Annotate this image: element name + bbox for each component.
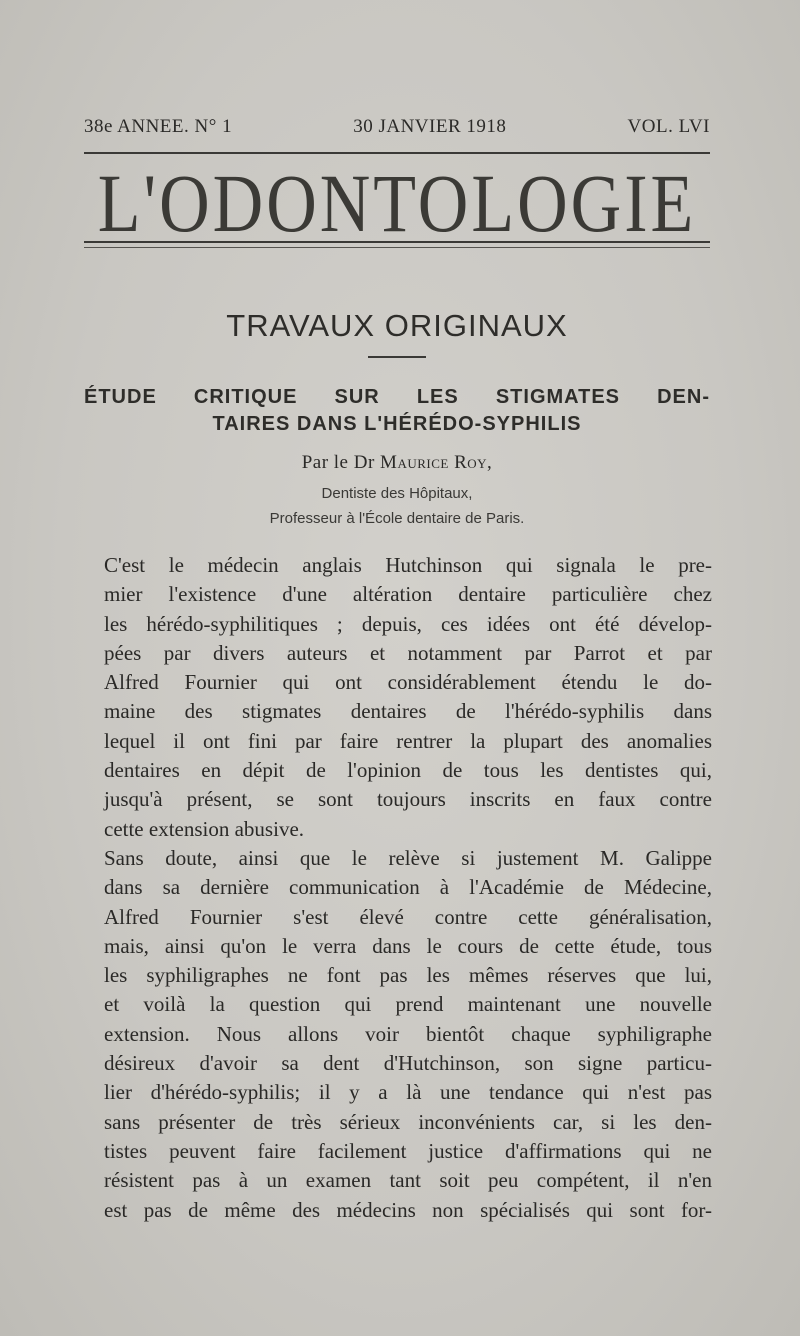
body-line: jusqu'à présent, se sont toujours inscrits en faux contre [104, 787, 712, 812]
body-line: mais, ainsi qu'on le verra dans le cours de cette étude, tous [104, 933, 712, 958]
body-line: dentaires en dépit de l'opinion de tous les dentistes qui, [104, 758, 712, 783]
masthead-top-rule [84, 152, 710, 154]
body-line: pées par divers auteurs et notamment par Parrot et par [104, 640, 712, 665]
body-line: résistent pas à un examen tant soit peu compétent, il n'en [104, 1168, 712, 1193]
author-affiliation-1: Dentiste des Hôpitaux, [321, 485, 473, 502]
author-name: Maurice Roy, [380, 452, 493, 473]
body-line: les hérédo-syphilitiques ; depuis, ces idées ont été dévelop- [104, 611, 712, 636]
paragraph-2 [80, 844, 712, 1225]
body-line: tistes peuvent faire facilement justice d'affirmations qui ne [104, 1138, 712, 1163]
volume-number: VOL. LVI [627, 116, 710, 137]
body-line: Sans doute, ainsi que le relève si justement M. Galippe [104, 845, 712, 870]
byline [84, 452, 710, 474]
body-line: lequel il ont fini par faire rentrer la plupart des anomalies [104, 728, 712, 753]
author-affiliation-2: Professeur à l'École dentaire de Paris. [269, 510, 525, 527]
body-line: C'est le médecin anglais Hutchinson qui signala le pre- [104, 553, 712, 577]
paragraph-1 [80, 551, 712, 844]
masthead-bottom-rule [84, 241, 710, 243]
body-line: sans présenter de très sérieux inconvénients car, si les den- [104, 1109, 712, 1134]
body-line: mier l'existence d'une altération dentaire particulière chez [104, 582, 712, 607]
body-line: Alfred Fournier s'est élevé contre cette généralisation, [104, 904, 712, 929]
article-body [80, 551, 712, 1225]
body-line: dans sa dernière communication à l'Académie de Médecine, [104, 875, 712, 900]
body-line: les syphiligraphes ne font pas les mêmes réserves que lui, [104, 963, 712, 988]
issue-date: 30 JANVIER 1918 [353, 116, 507, 137]
body-line: maine des stigmates dentaires de l'hérédo-syphilis dans [104, 699, 712, 724]
body-line: désireux d'avoir sa dent d'Hutchinson, son signe particu- [104, 1051, 712, 1076]
body-line: cette extension abusive. [104, 816, 305, 841]
section-title: TRAVAUX ORIGINAUX [226, 308, 568, 343]
issue-number: 38e ANNEE. N° 1 [84, 116, 233, 137]
running-header [84, 116, 710, 138]
masthead-bottom-rule-thin [84, 247, 710, 248]
section-divider [368, 356, 426, 358]
body-line: lier d'hérédo-syphilis; il y a là une tendance qui n'est pas [104, 1080, 712, 1105]
byline-prefix: Par le Dr [301, 452, 381, 473]
body-line: Alfred Fournier qui ont considérablement étendu le do- [104, 670, 712, 695]
body-line: est pas de même des médecins non spécialisés qui sont for- [104, 1197, 712, 1222]
body-line: extension. Nous allons voir bientôt chaque syphiligraphe [104, 1021, 712, 1046]
article-title-line-1: ÉTUDE CRITIQUE SUR LES STIGMATES DEN- [84, 386, 710, 408]
article-title-line-2: TAIRES DANS L'HÉRÉDO-SYPHILIS [212, 413, 582, 435]
journal-masthead: L'ODONTOLOGIE [97, 159, 697, 251]
body-line: et voilà la question qui prend maintenant une nouvelle [104, 992, 712, 1017]
article-title [84, 384, 710, 438]
